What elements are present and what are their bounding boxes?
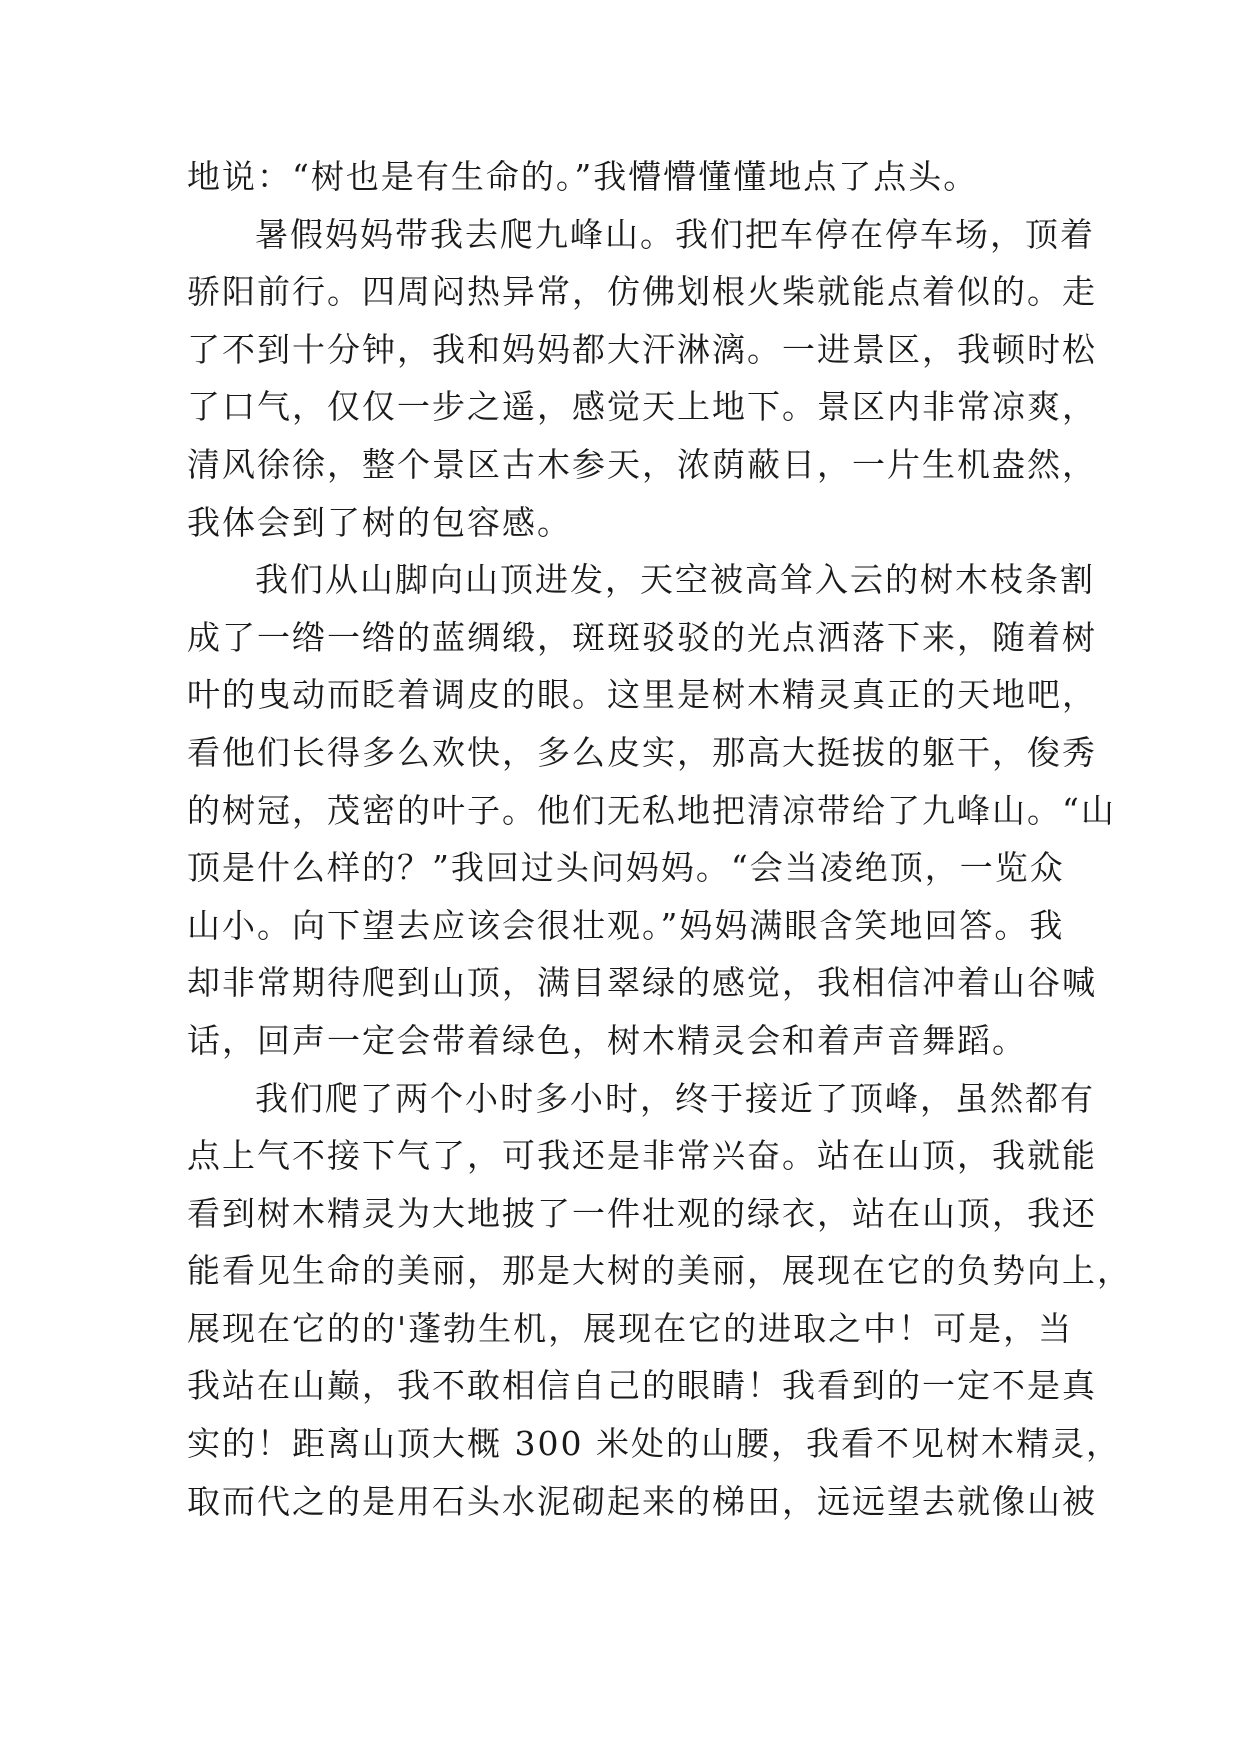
paragraph-start-line: 暑假妈妈带我去爬九峰山。我们把车停在停车场，顶着: [255, 214, 1095, 254]
text-line: 点上气不接下气了，可我还是非常兴奋。站在山顶，我就能: [187, 1136, 1097, 1176]
text-line: 了口气，仅仅一步之遥，感觉天上地下。景区内非常凉爽，: [187, 387, 1097, 427]
text-line: 话，回声一定会带着绿色，树木精灵会和着声音舞蹈。: [187, 1020, 1027, 1060]
paragraph-start-line: 我们从山脚向山顶进发，天空被高耸入云的树木枝条割: [255, 560, 1095, 600]
text-line: 我体会到了树的包容感。: [187, 502, 572, 542]
text-line: 的树冠，茂密的叶子。他们无私地把清凉带给了九峰山。“山: [187, 790, 1116, 830]
text-line: 却非常期待爬到山顶，满目翠绿的感觉，我相信冲着山谷喊: [187, 963, 1097, 1003]
text-line: 展现在它的的'蓬勃生机，展现在它的进取之中！可是，当: [187, 1308, 1074, 1348]
text-line: 能看见生命的美丽，那是大树的美丽，展现在它的负势向上，: [187, 1251, 1132, 1291]
text-line: 叶的曳动而眨着调皮的眼。这里是树木精灵真正的天地吧，: [187, 675, 1097, 715]
text-line: 我站在山巅，我不敢相信自己的眼睛！我看到的一定不是真: [187, 1366, 1097, 1406]
text-line: 地说：“树也是有生命的。”我懵懵懂懂地点了点头。: [187, 157, 979, 196]
text-line: 顶是什么样的？”我回过头问妈妈。“会当凌绝顶，一览众: [187, 848, 1065, 888]
text-line: 看到树木精灵为大地披了一件壮观的绿衣，站在山顶，我还: [187, 1193, 1097, 1233]
text-line: 骄阳前行。四周闷热异常，仿佛划根火柴就能点着似的。走: [187, 272, 1097, 312]
text-line: 看他们长得多么欢快，多么皮实，那高大挺拔的躯干，俊秀: [187, 732, 1097, 772]
text-line: 清风徐徐，整个景区古木参天，浓荫蔽日，一片生机盎然，: [187, 444, 1097, 484]
paragraph-start-line: 我们爬了两个小时多小时，终于接近了顶峰，虽然都有: [255, 1078, 1095, 1118]
essay-text: [187, 148, 1132, 1530]
text-line: 取而代之的是用石头水泥砌起来的梯田，远远望去就像山被: [187, 1481, 1097, 1521]
text-line: 成了一绺一绺的蓝绸缎，斑斑驳驳的光点洒落下来，随着树: [187, 617, 1097, 657]
text-line: 实的！距离山顶大概 300 米处的山腰，我看不见树木精灵，: [187, 1424, 1121, 1464]
text-line: 了不到十分钟，我和妈妈都大汗淋漓。一进景区，我顿时松: [187, 329, 1097, 369]
text-line: 山小。向下望去应该会很壮观。”妈妈满眼含笑地回答。我: [187, 905, 1065, 945]
